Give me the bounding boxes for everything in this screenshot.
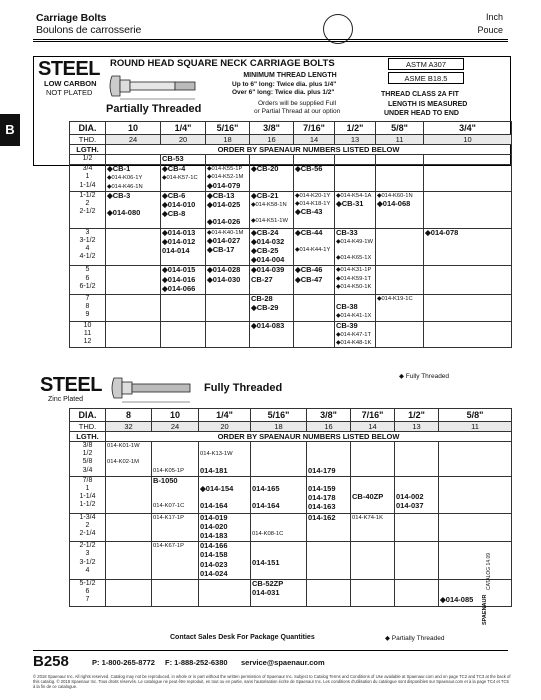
part-number-cell — [206, 155, 250, 165]
part-number-cell: 014-162 — [307, 513, 351, 542]
sec2-material: STEEL — [40, 374, 102, 396]
part-number-cell — [106, 321, 161, 348]
dia-cell: 10 — [152, 409, 199, 422]
thd-label: THD. — [70, 135, 106, 145]
thd-cell: 16 — [307, 422, 351, 432]
table-row — [70, 266, 512, 295]
part-number-cell — [424, 266, 512, 295]
bolt-drawing-partial — [108, 72, 228, 102]
part-number-cell — [424, 321, 512, 348]
dia-cell: 7/16" — [351, 409, 395, 422]
part-number-cell: B-1050 014-K07-1C — [152, 476, 199, 513]
legend-fully-threaded: ◆ Fully Threaded — [399, 373, 450, 380]
part-number-cell: ◆CB-56 — [294, 165, 335, 192]
supplied-1: Orders will be supplied Full — [258, 100, 337, 107]
dia-cell: 1/2" — [395, 409, 439, 422]
part-number-cell — [424, 191, 512, 228]
sec1-finish1: LOW CARBON — [44, 79, 97, 88]
sec2-title: Fully Threaded — [204, 382, 283, 394]
part-number-cell: ◆014-013 ◆014-012 014-014 — [161, 228, 206, 266]
part-number-cell — [206, 321, 250, 348]
dia-cell: 1/4" — [199, 409, 251, 422]
part-number-cell: ◆CB-13 ◆014-025 ◆014-026 — [206, 191, 250, 228]
part-number-cell: ◆014-083 — [250, 321, 294, 348]
part-number-cell: 014-K67-1P — [152, 542, 199, 580]
table-row — [70, 442, 512, 477]
part-number-cell: ◆CB-24 ◆014-032 ◆CB-25 ◆014-004 — [250, 228, 294, 266]
part-number-cell — [351, 580, 395, 607]
sec1-finish2: NOT PLATED — [46, 88, 93, 97]
part-number-cell — [294, 321, 335, 348]
min-thread-1: Up to 6" long: Twice dia. plus 1/4" — [232, 81, 337, 88]
table-row — [70, 580, 512, 607]
part-number-cell — [335, 155, 376, 165]
part-number-cell: ◆014-154 014-164 — [199, 476, 251, 513]
dia-label-2: DIA. — [70, 409, 106, 422]
part-number-cell: CB-39 ◆014-K47-1T ◆014-K48-1K — [335, 321, 376, 348]
dia-cell: 10 — [106, 122, 161, 135]
table-row — [70, 321, 512, 348]
footer-rule — [33, 650, 508, 651]
part-number-cell — [395, 542, 439, 580]
length-cell: 1/2 — [70, 155, 106, 165]
part-number-cell — [439, 476, 512, 513]
part-number-cell: CB-33 ◆014-K49-1W ◆014-K65-1X — [335, 228, 376, 266]
unit-fr: Pouce — [477, 25, 503, 35]
part-number-cell: CB-52ZP 014-031 — [251, 580, 307, 607]
length-cell: 7/8 1 1-1/4 1-1/2 — [70, 476, 106, 513]
supplied-2: or Partial Thread at our option — [254, 108, 341, 115]
thd-cell: 20 — [161, 135, 206, 145]
part-number-cell: ◆CB-4 ◆014-K57-1C — [161, 165, 206, 192]
header-rule-2 — [33, 41, 508, 42]
brand-mark: SPAENAUR — [482, 594, 488, 625]
lgth-label-2: LGTH. — [70, 432, 106, 442]
length-cell: 2-1/2 3 3-1/2 4 — [70, 542, 106, 580]
thd-cell: 32 — [106, 422, 152, 432]
part-number-cell — [199, 580, 251, 607]
part-number-cell — [206, 295, 250, 322]
part-number-cell — [161, 321, 206, 348]
table-row — [70, 513, 512, 542]
thd-cell: 13 — [395, 422, 439, 432]
part-number-cell — [439, 442, 512, 477]
min-thread-title: MINIMUM THREAD LENGTH — [243, 72, 337, 79]
part-number-cell — [161, 295, 206, 322]
part-number-cell — [294, 295, 335, 322]
part-number-cell — [106, 228, 161, 266]
table-row — [70, 165, 512, 192]
thd-cell: 14 — [351, 422, 395, 432]
part-number-cell — [424, 165, 512, 192]
header-rule — [33, 39, 508, 40]
title-fr: Boulons de carrosserie — [36, 24, 142, 36]
order-label: ORDER BY SPAENAUR NUMBERS LISTED BELOW — [106, 145, 512, 155]
thd-cell: 18 — [251, 422, 307, 432]
part-number-cell: 014-159 014-178 014-163 — [307, 476, 351, 513]
dia-cell: 3/8" — [307, 409, 351, 422]
thd-cell: 14 — [294, 135, 335, 145]
part-number-cell: ◆CB-1 ◆014-K06-1Y ◆014-K46-1N — [106, 165, 161, 192]
dia-cell: 5/8" — [376, 122, 424, 135]
thd-label-2: THD. — [70, 422, 106, 432]
part-number-cell: ◆014-028 ◆014-030 — [206, 266, 250, 295]
part-number-cell: ◆014-039 CB-27 — [250, 266, 294, 295]
part-number-cell: 014-002 014-037 — [395, 476, 439, 513]
dia-cell: 7/16" — [294, 122, 335, 135]
part-number-cell — [335, 165, 376, 192]
part-number-cell: ◆014-078 — [424, 228, 512, 266]
part-number-cell: ◆CB-20 — [250, 165, 294, 192]
part-number-cell — [106, 542, 152, 580]
thread-class: THREAD CLASS 2A FIT — [381, 91, 459, 98]
legend-partially-threaded: ◆ Partially Threaded — [385, 635, 445, 642]
part-number-cell — [395, 513, 439, 542]
part-number-cell: 014-K74-1K — [351, 513, 395, 542]
part-number-cell — [294, 155, 335, 165]
part-number-cell — [106, 513, 152, 542]
lgth-label: LGTH. — [70, 145, 106, 155]
dia-label: DIA. — [70, 122, 106, 135]
page-number: B258 — [33, 653, 69, 670]
min-thread-2: Over 6" long: Twice dia. plus 1/2" — [232, 89, 335, 96]
part-number-cell — [106, 266, 161, 295]
thd-cell: 13 — [335, 135, 376, 145]
part-number-cell: 014-019 014-020 014-183 — [199, 513, 251, 542]
thd-cell: 18 — [206, 135, 250, 145]
part-number-cell: 014-K08-1C — [251, 513, 307, 542]
table-partially-threaded — [69, 121, 512, 348]
order-label-2: ORDER BY SPAENAUR NUMBERS LISTED BELOW — [106, 432, 512, 442]
length-cell: 3/8 1/2 5/8 3/4 — [70, 442, 106, 477]
length-note-2: UNDER HEAD TO END — [384, 110, 459, 117]
part-number-cell: 014-K17-1P — [152, 513, 199, 542]
part-number-cell: ◆CB-6 ◆014-010 ◆CB-8 — [161, 191, 206, 228]
length-cell: 3/4 1 1-1/4 — [70, 165, 106, 192]
part-number-cell — [351, 442, 395, 477]
sec1-material: STEEL — [38, 58, 100, 80]
contact-note: Contact Sales Desk For Package Quantities — [170, 634, 315, 641]
bolt-drawing-full — [110, 374, 210, 408]
part-number-cell — [424, 155, 512, 165]
table-row — [70, 542, 512, 580]
sec1-title: ROUND HEAD SQUARE NECK CARRIAGE BOLTS — [110, 58, 335, 69]
astm-badge: ASTM A307 — [388, 58, 464, 70]
length-cell: 5 6 6-1/2 — [70, 266, 106, 295]
table-row — [70, 155, 512, 165]
length-cell: 1-1/2 2 2-1/2 — [70, 191, 106, 228]
length-cell: 5-1/2 6 7 — [70, 580, 106, 607]
table-row — [70, 476, 512, 513]
part-number-cell: CB-28 ◆CB-29 — [250, 295, 294, 322]
part-number-cell: ◆CB-46 ◆CB-47 — [294, 266, 335, 295]
part-number-cell: ◆014-085 — [439, 580, 512, 607]
table-row — [70, 295, 512, 322]
part-number-cell: 014-166 014-158 014-023 014-024 — [199, 542, 251, 580]
title-en: Carriage Bolts — [36, 12, 107, 24]
part-number-cell — [152, 580, 199, 607]
thd-cell: 10 — [424, 135, 512, 145]
part-number-cell — [395, 442, 439, 477]
part-number-cell — [376, 165, 424, 192]
part-number-cell: ◆014-K60-1N ◆014-068 — [376, 191, 424, 228]
part-number-cell: ◆014-K19-1C — [376, 295, 424, 322]
part-number-cell: 014-151 — [251, 542, 307, 580]
partial-label: Partially Threaded — [106, 103, 202, 115]
sec2-finish: Zinc Plated — [48, 396, 84, 403]
part-number-cell — [106, 155, 161, 165]
thd-cell: 20 — [199, 422, 251, 432]
dia-cell: 3/4" — [424, 122, 512, 135]
length-cell: 3 3-1/2 4 4-1/2 — [70, 228, 106, 266]
part-number-cell — [376, 228, 424, 266]
length-cell: 10 11 12 — [70, 321, 106, 348]
part-number-cell — [376, 266, 424, 295]
part-number-cell: 014-165 014-164 — [251, 476, 307, 513]
part-number-cell: 014-179 — [307, 442, 351, 477]
part-number-cell: 014-K05-1P — [152, 442, 199, 477]
dia-cell: 5/16" — [251, 409, 307, 422]
side-tab: B — [0, 114, 20, 146]
table-row — [70, 228, 512, 266]
table-row — [70, 191, 512, 228]
dia-cell: 3/8" — [250, 122, 294, 135]
part-number-cell — [307, 580, 351, 607]
thd-cell: 11 — [439, 422, 512, 432]
email-link[interactable]: service@spaenaur.com — [241, 658, 325, 667]
part-number-cell: 014-K13-1W 014-181 — [199, 442, 251, 477]
thd-cell: 24 — [106, 135, 161, 145]
thd-cell: 16 — [250, 135, 294, 145]
table-fully-threaded — [69, 408, 512, 607]
part-number-cell: ◆CB-44 ◆014-K44-1Y — [294, 228, 335, 266]
fax: F: 1-888-252-6380 — [165, 658, 228, 667]
dia-cell: 5/16" — [206, 122, 250, 135]
thd-cell: 24 — [152, 422, 199, 432]
part-number-cell: ◆014-K31-1P ◆014-K59-1T ◆014-K50-1K — [335, 266, 376, 295]
part-number-cell: ◆CB-21 ◆014-K58-1N ◆014-K51-1W — [250, 191, 294, 228]
part-number-cell — [106, 295, 161, 322]
part-number-cell — [395, 580, 439, 607]
part-number-cell — [439, 513, 512, 542]
part-number-cell — [106, 476, 152, 513]
part-number-cell: ◆014-K55-1P ◆014-K52-1M ◆014-079 — [206, 165, 250, 192]
part-number-cell: 014-K01-1W 014-K02-1M — [106, 442, 152, 477]
part-number-cell — [351, 542, 395, 580]
phone: P: 1-800-265-8772 — [92, 658, 155, 667]
dia-cell: 1/4" — [161, 122, 206, 135]
dia-cell: 1/2" — [335, 122, 376, 135]
part-number-cell: ◆014-K54-1A ◆CB-31 — [335, 191, 376, 228]
part-number-cell — [251, 442, 307, 477]
part-number-cell — [376, 321, 424, 348]
part-number-cell: CB-40ZP — [351, 476, 395, 513]
length-cell: 7 8 9 — [70, 295, 106, 322]
unit-en: Inch — [485, 12, 503, 22]
part-number-cell: ◆014-015 ◆014-016 ◆014-066 — [161, 266, 206, 295]
length-cell: 1-3/4 2 2-1/4 — [70, 513, 106, 542]
part-number-cell — [424, 295, 512, 322]
dia-cell: 5/8" — [439, 409, 512, 422]
part-number-cell: CB-53 — [161, 155, 206, 165]
dia-cell: 8 — [106, 409, 152, 422]
catalog-code: CATALOG 14.09 — [486, 552, 492, 590]
thd-cell: 11 — [376, 135, 424, 145]
part-number-cell: ◆014-K20-1Y ◆014-K18-1Y ◆CB-43 — [294, 191, 335, 228]
legal-notice: © 2018 Spaenaur Inc. All rights reserved. Catalog may not be reproduced, in whole or in part without the written permission of Spaenaur Inc. Subject to Catalog Terms and Conditions of Use available at Spaenaur.com and on page TC2 and TC3 at the back of this catalog. © 2018 Spaenaur Inc. Tous droits réservés. Le catalogue ne peut être reproduit, en tout ou en partie, sans l'autorisation écrite de Spaenaur Inc. Les conditions d'utilisation du catalogue sont disponibles sur Spaenaur.com et à la page TC4 et TC5 à la fin de ce catalogue. — [33, 674, 511, 690]
part-number-cell — [106, 580, 152, 607]
asme-badge: ASME B18.5 — [388, 72, 464, 84]
part-number-cell — [439, 542, 512, 580]
part-number-cell: ◆014-K40-1M ◆014-027 ◆CB-17 — [206, 228, 250, 266]
length-note-1: LENGTH IS MEASURED — [388, 101, 468, 108]
part-number-cell — [307, 542, 351, 580]
part-number-cell: ◆CB-3 ◆014-080 — [106, 191, 161, 228]
part-number-cell: CB-38 ◆014-K41-1X — [335, 295, 376, 322]
part-number-cell — [376, 155, 424, 165]
part-number-cell — [250, 155, 294, 165]
